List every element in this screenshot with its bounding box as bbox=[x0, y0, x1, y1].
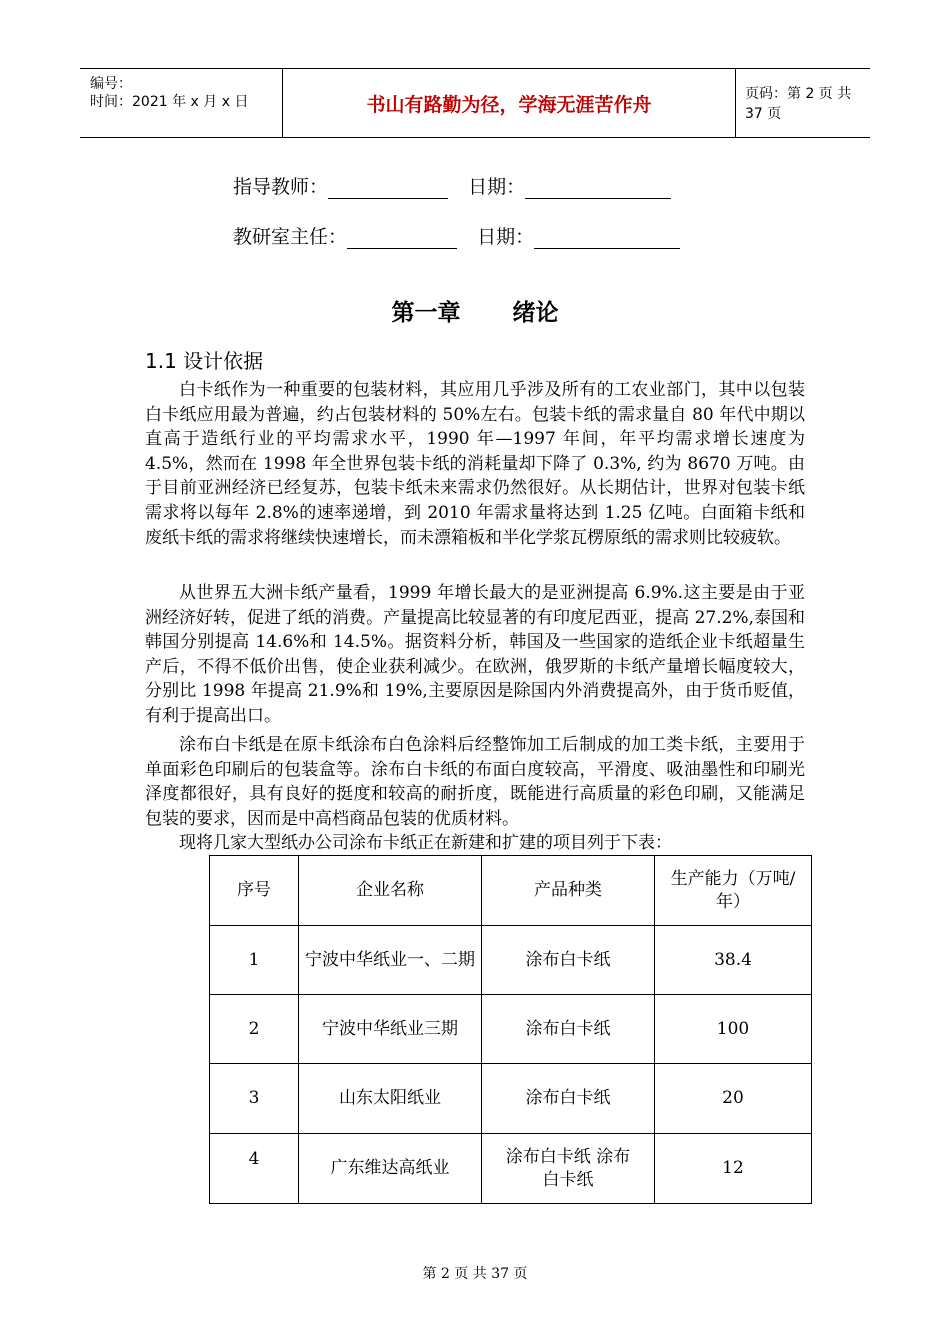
table-row bbox=[210, 995, 812, 1064]
page-header bbox=[80, 68, 870, 138]
advisor-label: 指导教师： bbox=[233, 176, 329, 198]
advisor-date-label: 日期： bbox=[468, 176, 526, 198]
header-page-cell bbox=[735, 69, 870, 137]
paragraph-1: 白卡纸作为一种重要的包装材料，其应用几乎涉及所有的工农业部门，其中以包装白卡纸应用最为普遍，约占包装材料的 50%左右。包装卡纸的需求量自 80 年代中期以直高于造纸行业的平均需求水平，1990 年—1997 年间，年平均需求增长速度为 4.5%，然而在 1998 年全世界包装卡纸的消耗量却下降了 0.3%, 约为 8670 万吨。由于目前亚洲经济已经复苏，包装卡纸未来需求仍然很好。从长期估计，世界对包装卡纸需求将以每年 2.8%的速率递增，到 2010 年需求量将达到 1.25 亿吨。白面箱卡纸和废纸卡纸的需求将继续快速增长，而未漂箱板和半化学浆瓦楞原纸的需求则比较疲软。 bbox=[145, 380, 805, 548]
director-date-blank bbox=[534, 228, 680, 249]
page-indicator: 页码：第 2 页 共 37 页 bbox=[745, 86, 852, 122]
table-cell: 12 bbox=[655, 1134, 812, 1204]
table-cell: 38.4 bbox=[655, 926, 812, 995]
table-cell: 100 bbox=[655, 995, 812, 1064]
table-row bbox=[210, 1134, 812, 1204]
motto: 书山有路勤为径，学海无涯苦作舟 bbox=[366, 93, 652, 116]
page-footer: 第 2 页 共 37 页 bbox=[422, 1266, 528, 1282]
header-cell: 企业名称 bbox=[299, 856, 482, 926]
table-cell: 涂布白卡纸 bbox=[482, 926, 655, 995]
director-date-label: 日期： bbox=[477, 226, 535, 248]
advisor-blank bbox=[328, 178, 448, 199]
director-blank bbox=[347, 228, 457, 249]
table-cell: 3 bbox=[210, 1064, 299, 1134]
chapter-title: 绪论 bbox=[512, 300, 559, 326]
chapter-heading bbox=[0, 294, 950, 327]
table-cell: 涂布白卡纸 涂布白卡纸 bbox=[482, 1134, 655, 1204]
table-cell: 宁波中华纸业一、二期 bbox=[299, 926, 482, 995]
table-cell: 山东太阳纸业 bbox=[299, 1064, 482, 1134]
paragraph-3: 涂布白卡纸是在原卡纸涂布白色涂料后经整饰加工后制成的加工类卡纸，主要用于单面彩色印刷后的包装盒等。涂布白卡纸的布面白度较高，平滑度、吸油墨性和印刷光泽度都很好，具有良好的挺度和较高的耐折度，既能进行高质量的彩色印刷，又能满足包装的要求，因而是中高档商品包装的优质材料。 bbox=[145, 735, 805, 829]
director-label: 教研室主任： bbox=[233, 226, 348, 248]
signature-director bbox=[233, 222, 680, 252]
table-cell: 广东维达高纸业 bbox=[299, 1134, 482, 1204]
header-meta bbox=[80, 69, 282, 137]
signature-advisor bbox=[233, 172, 671, 202]
document-number: 编号： bbox=[90, 76, 132, 92]
table-header-row bbox=[210, 856, 812, 926]
header-motto-cell bbox=[282, 69, 736, 137]
header-cell: 产品种类 bbox=[482, 856, 655, 926]
paragraph-4: 现将几家大型纸办公司涂布卡纸正在新建和扩建的项目列于下表： bbox=[179, 833, 672, 853]
table-cell: 涂布白卡纸 bbox=[482, 995, 655, 1064]
table-cell: 4 bbox=[210, 1134, 299, 1204]
project-table bbox=[209, 855, 812, 1204]
table-cell: 20 bbox=[655, 1064, 812, 1134]
document-time: 时间：2021 年 x 月 x 日 bbox=[90, 94, 249, 110]
table-cell: 宁波中华纸业三期 bbox=[299, 995, 482, 1064]
table-row bbox=[210, 1064, 812, 1134]
table-cell: 涂布白卡纸 bbox=[482, 1064, 655, 1134]
table-row bbox=[210, 926, 812, 995]
header-cell: 生产能力（万吨/年） bbox=[655, 856, 812, 926]
advisor-date-blank bbox=[525, 178, 671, 199]
table-cell: 1 bbox=[210, 926, 299, 995]
paragraph-2: 从世界五大洲卡纸产量看，1999 年增长最大的是亚洲提高 6.9%.这主要是由于亚洲经济好转，促进了纸的消费。产量提高比较显著的有印度尼西亚，提高 27.2%,泰国和韩国分别提高 14.6%和 14.5%。据资料分析，韩国及一些国家的造纸企业卡纸超量生产后，不得不低价出售，使企业获利减少。在欧洲，俄罗斯的卡纸产量增长幅度较大，分别比 1998 年提高 21.9%和 19%,主要原因是除国内外消费提高外，由于货币贬值，有利于提高出口。 bbox=[145, 583, 805, 726]
section-heading: 1.1 设计依据 bbox=[145, 349, 264, 373]
chapter-number: 第一章 bbox=[391, 300, 461, 326]
table-cell: 2 bbox=[210, 995, 299, 1064]
header-cell: 序号 bbox=[210, 856, 299, 926]
